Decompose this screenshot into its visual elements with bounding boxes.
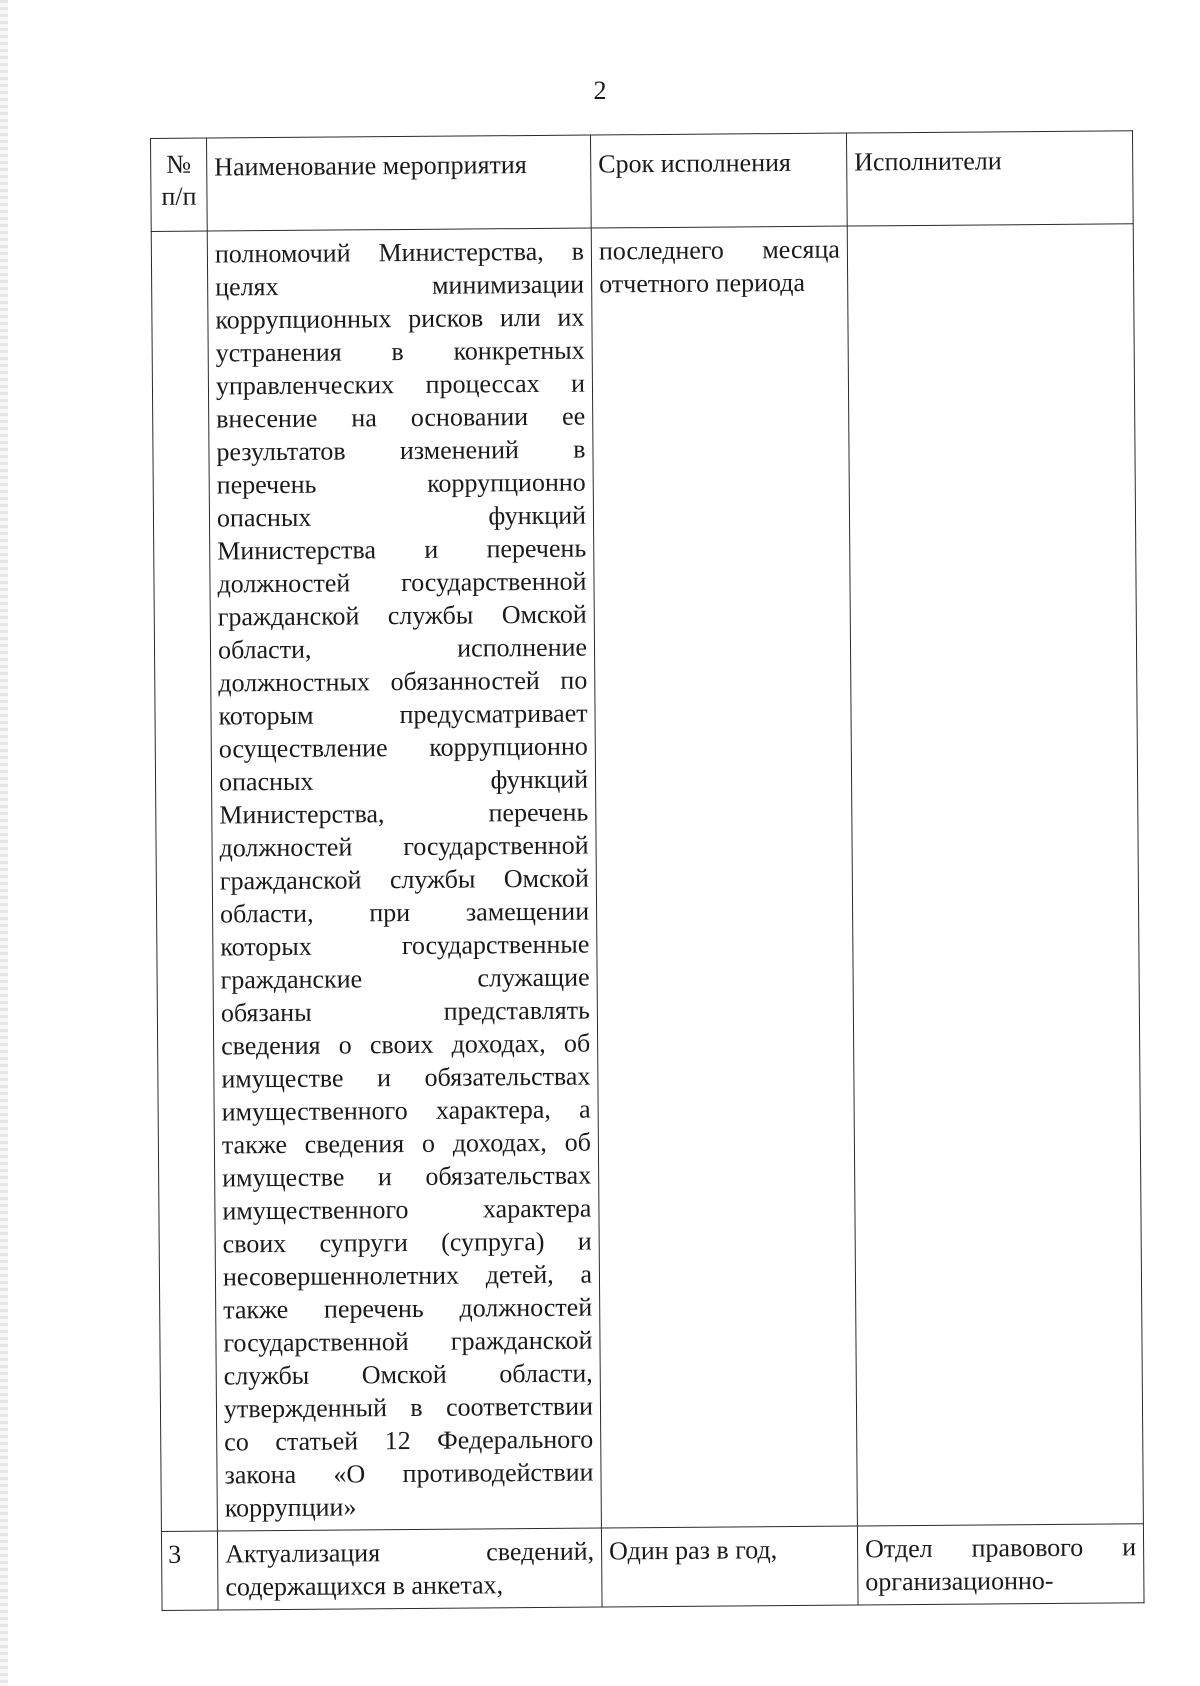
text-line: должностных обязанностей по — [218, 665, 588, 698]
text-line: целях минимизации — [215, 269, 585, 302]
text-line: последнего месяца — [598, 234, 841, 266]
table-row — [151, 224, 1143, 1532]
text-line: перечень коррупционно — [216, 467, 586, 500]
text-line: полномочий Министерства, в — [214, 236, 585, 269]
executors-cell — [857, 1524, 1144, 1605]
text-line: Актуализация сведений, — [225, 1536, 595, 1569]
text-line: отчетного периода — [599, 267, 806, 299]
header-name: Наименование мероприятия — [207, 135, 592, 231]
measures-table — [150, 130, 1145, 1611]
text-line: гражданские служащие — [220, 962, 590, 995]
deadline-cell — [601, 1526, 858, 1607]
text-line: также перечень должностей — [223, 1292, 593, 1325]
text-line: утвержденный в соответствии — [223, 1391, 594, 1424]
text-line: которых государственные — [220, 929, 590, 962]
header-num — [151, 138, 208, 231]
text-line: коррупции» — [224, 1492, 357, 1523]
scan-edge — [0, 0, 8, 1686]
text-line: опасных функций — [216, 500, 587, 533]
text-line: имуществе и обязательствах — [222, 1160, 592, 1193]
text-line: Один раз в год, — [608, 1535, 778, 1566]
text-line: опасных функций — [218, 764, 589, 797]
text-line: обязаны представлять — [220, 995, 590, 1028]
text-line: гражданской службы Омской — [219, 863, 589, 896]
table-header-row — [151, 131, 1134, 232]
text-line: своих супруги (супруга) и — [222, 1226, 592, 1259]
measure-name-cell — [217, 1528, 602, 1610]
measure-name-cell — [207, 228, 601, 1531]
text-line: управленческих процессах и — [215, 368, 586, 401]
text-line: службы Омской области, — [223, 1358, 593, 1391]
text-line: имущественного характера, а — [221, 1094, 591, 1127]
text-line: сведения о своих доходах, об — [221, 1028, 591, 1061]
text-line: Министерства, перечень — [219, 797, 589, 830]
deadline-cell — [591, 226, 857, 1528]
text-line: Министерства и перечень — [217, 533, 587, 566]
table-row — [161, 1524, 1144, 1611]
text-line: области, исполнение — [217, 632, 588, 665]
text-line: имущественного характера — [222, 1193, 592, 1226]
row-number: 3 — [168, 1539, 182, 1569]
text-line: организационно- — [865, 1565, 1054, 1597]
header-num-pp: п/п — [161, 181, 197, 211]
header-num-sign: № — [166, 149, 192, 179]
text-line: гражданской службы Омской — [217, 599, 587, 632]
text-line: коррупционных рисков или их — [215, 302, 585, 335]
row-number-cell — [161, 1531, 218, 1610]
text-line: которым предусматривает — [218, 698, 588, 731]
text-line: области, при замещении — [219, 896, 590, 929]
page-number: 2 — [593, 76, 607, 105]
text-line: также сведения о доходах, об — [221, 1127, 592, 1160]
row-number-cell — [151, 231, 217, 1531]
executors-cell — [847, 224, 1143, 1526]
text-line: государственной гражданской — [223, 1325, 593, 1358]
text-line: Отдел правового и — [864, 1532, 1137, 1564]
text-line: внесение на основании ее — [216, 401, 586, 434]
text-line: закона «О противодействии — [224, 1457, 594, 1490]
text-line: осуществление коррупционно — [218, 731, 588, 764]
text-line: имуществе и обязательствах — [221, 1061, 591, 1094]
text-line: несовершеннолетних детей, а — [222, 1259, 593, 1292]
text-line: должностей государственной — [219, 830, 589, 863]
text-line: со статьей 12 Федерального — [224, 1424, 594, 1457]
header-deadline: Срок исполнения — [590, 133, 847, 228]
header-executors: Исполнители — [846, 131, 1133, 226]
text-line: устранения в конкретных — [215, 335, 585, 368]
text-line: результатов изменений в — [216, 434, 586, 467]
text-line: должностей государственной — [217, 566, 587, 599]
text-line: содержащихся в анкетах, — [225, 1570, 504, 1602]
